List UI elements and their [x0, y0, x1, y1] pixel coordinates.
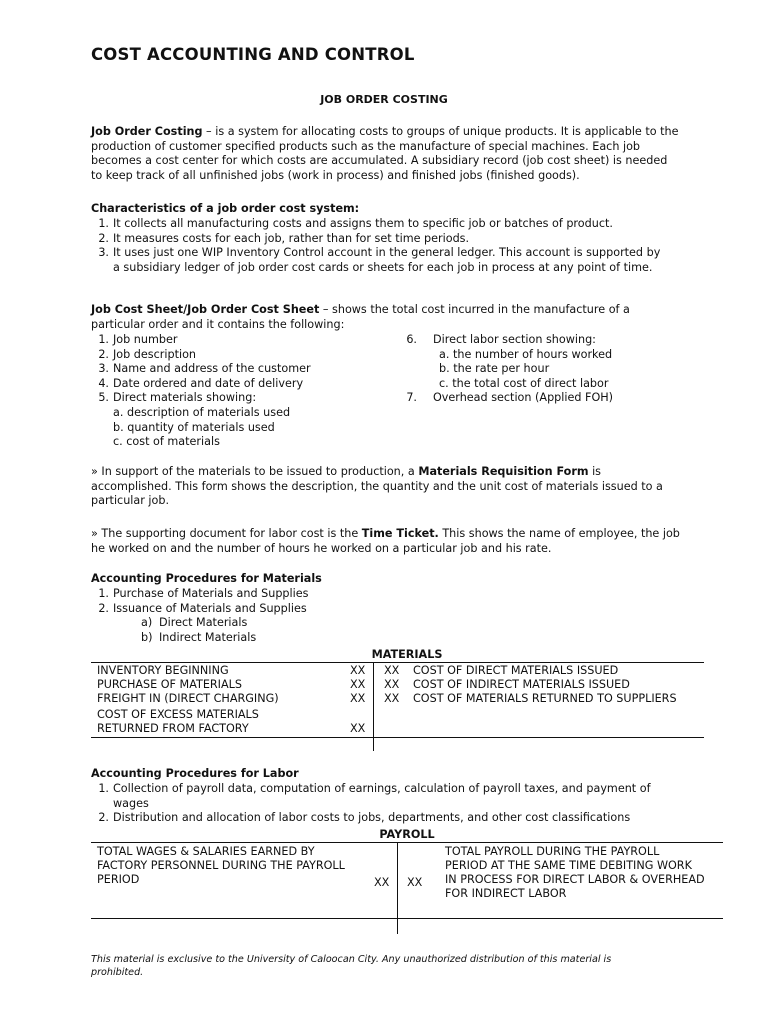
list-text: Direct materials showing:	[113, 391, 257, 405]
list-text: It measures costs for each job, rather than for set time periods.	[113, 231, 470, 245]
debit-entry-text: PERIOD	[97, 873, 140, 886]
list-item	[91, 362, 401, 377]
list-text: Overhead section (Applied FOH)	[433, 391, 614, 405]
materials-account-label: MATERIALS	[371, 648, 443, 661]
proc-materials-heading	[91, 572, 681, 587]
credit-entry-text: FOR INDIRECT LABOR	[445, 887, 567, 900]
list-item	[91, 587, 651, 602]
page-title: COST ACCOUNTING AND CONTROL	[91, 45, 415, 64]
sub-item: b. the rate per hour	[439, 362, 550, 376]
list-number: 6.	[406, 333, 417, 346]
sub-item: a. the number of hours worked	[439, 347, 613, 361]
characteristics-heading	[91, 202, 681, 217]
list-item	[91, 232, 681, 247]
materials-requisition-note	[91, 465, 681, 509]
list-text: Direct Materials	[159, 616, 248, 630]
job-cost-sheet-term: Job Cost Sheet/Job Order Cost Sheet	[91, 303, 320, 316]
characteristics-heading-text: Characteristics of a job order cost system:	[91, 202, 360, 215]
list-item	[91, 602, 651, 617]
job-cost-sheet-paragraph	[91, 303, 681, 332]
list-item	[91, 217, 681, 232]
note-text: » The supporting document for labor cost is the	[91, 527, 362, 540]
list-text: Job description	[113, 347, 197, 361]
list-item	[91, 333, 401, 348]
job-cost-sheet-list-right	[393, 333, 693, 406]
proc-materials-heading-text: Accounting Procedures for Materials	[91, 572, 322, 585]
note-text: This shows the name of employee, the job he worked on and the number of hours he worked on a particular job and his rate.	[91, 527, 680, 555]
debit-entry-text: COST OF EXCESS MATERIALS	[97, 708, 259, 721]
list-number: 3.	[98, 362, 109, 376]
t-account-top-rule	[91, 662, 704, 663]
list-text: Job number	[113, 333, 178, 346]
list-number: 7.	[406, 391, 417, 405]
sub-list-item	[91, 631, 651, 646]
note-term: Materials Requisition Form	[418, 465, 589, 478]
list-text: Direct labor section showing:	[433, 333, 596, 346]
credit-entry-text: PERIOD AT THE SAME TIME DEBITING WORK	[445, 859, 692, 872]
list-text: Date ordered and date of delivery	[113, 376, 304, 390]
sub-item: c. the total cost of direct labor	[439, 376, 609, 390]
list-text: Distribution and allocation of labor costs to jobs, departments, and other cost classifications	[113, 811, 631, 825]
list-text: Purchase of Materials and Supplies	[113, 587, 309, 600]
characteristics-list	[91, 217, 681, 275]
list-item	[393, 333, 693, 348]
note-text: is accomplished. This form shows the description, the quantity and the unit cost of materials issued to a particular job.	[91, 465, 663, 508]
t-account-top-rule	[91, 842, 723, 843]
credit-entry-amount: XX	[407, 876, 423, 889]
list-number: 2.	[98, 231, 109, 245]
credit-entry-text: TOTAL PAYROLL DURING THE PAYROLL	[445, 845, 660, 858]
debit-entry-text: RETURNED FROM FACTORY	[97, 722, 249, 735]
list-text: Collection of payroll data, computation of earnings, calculation of payroll taxes, and payment of wages	[113, 782, 651, 810]
list-number: 2.	[98, 811, 109, 825]
credit-entry-amount: XX	[384, 678, 400, 691]
list-text: Indirect Materials	[159, 630, 257, 644]
list-item	[91, 811, 693, 826]
proc-labor-heading	[91, 767, 681, 782]
note-term: Time Ticket.	[361, 527, 439, 540]
list-number: 3.	[98, 246, 109, 260]
credit-entry-amount: XX	[384, 692, 400, 705]
credit-entry-text: COST OF INDIRECT MATERIALS ISSUED	[413, 678, 630, 691]
list-item	[91, 377, 401, 392]
debit-entry-text: FREIGHT IN (DIRECT CHARGING)	[97, 692, 279, 705]
credit-entry-text: COST OF DIRECT MATERIALS ISSUED	[413, 664, 619, 677]
section-title: JOB ORDER COSTING	[320, 93, 448, 106]
list-text: It collects all manufacturing costs and assigns them to specific job or batches of product.	[113, 217, 613, 230]
sub-list-item	[91, 616, 651, 631]
sub-item: a. description of materials used	[113, 405, 291, 419]
list-number: 1.	[98, 782, 109, 795]
list-text: It uses just one WIP Inventory Control account in the general ledger. This account is supported by a subsidiary ledger of job order cost cards or sheets for each job in process at any point of time.	[113, 246, 661, 274]
sub-item: c. cost of materials	[113, 435, 220, 449]
list-item	[91, 246, 663, 275]
list-number: 1.	[98, 217, 109, 230]
debit-entry-amount: XX	[350, 678, 366, 691]
credit-entry-text: IN PROCESS FOR DIRECT LABOR & OVERHEAD	[445, 873, 705, 886]
debit-entry-amount: XX	[350, 664, 366, 677]
note-text: » In support of the materials to be issued to production, a	[91, 465, 419, 478]
t-account-divider	[397, 842, 398, 934]
intro-term: Job Order Costing	[91, 125, 203, 138]
time-ticket-note	[91, 527, 681, 556]
job-cost-sheet-text: – shows the total cost incurred in the manufacture of a particular order and it contains the following:	[91, 303, 630, 331]
job-cost-sheet-list-left	[91, 333, 401, 450]
credit-entry-amount: XX	[384, 664, 400, 677]
debit-entry-text: INVENTORY BEGINNING	[97, 664, 229, 677]
proc-materials-list	[91, 587, 651, 645]
payroll-account-label: PAYROLL	[379, 828, 435, 841]
list-number: 2.	[98, 601, 109, 615]
list-number: 5.	[98, 391, 109, 405]
list-number: 4.	[98, 376, 109, 390]
credit-entry-text: COST OF MATERIALS RETURNED TO SUPPLIERS	[413, 692, 677, 705]
footer-disclaimer: This material is exclusive to the University of Caloocan City. Any unauthorized distribution of this material is prohibited.	[91, 954, 612, 978]
intro-paragraph	[91, 125, 681, 183]
debit-entry-amount: XX	[350, 722, 366, 735]
debit-entry-amount: XX	[350, 692, 366, 705]
debit-entry-text: FACTORY PERSONNEL DURING THE PAYROLL	[97, 859, 345, 872]
list-item	[91, 348, 401, 363]
list-item	[91, 391, 401, 406]
debit-entry-amount: XX	[374, 876, 390, 889]
debit-entry-text: TOTAL WAGES & SALARIES EARNED BY	[97, 845, 315, 858]
proc-labor-list	[91, 782, 681, 826]
list-text: Issuance of Materials and Supplies	[113, 601, 307, 615]
intro-text: – is a system for allocating costs to groups of unique products. It is applicable to the production of customer specified products such as the manufacture of special machines. Each job becomes a cost center for which costs are accumulated. A subsidiary record (job cost sheet) is needed to keep track of all unfinished jobs (work in process) and finished jobs (finished goods).	[91, 125, 679, 182]
list-text: Name and address of the customer	[113, 362, 311, 376]
t-account-bottom-rule	[91, 737, 704, 738]
debit-entry-text: PURCHASE OF MATERIALS	[97, 678, 242, 691]
list-number: a)	[141, 616, 153, 630]
list-item	[91, 782, 673, 811]
list-item	[393, 391, 693, 406]
t-account-bottom-rule	[91, 918, 723, 919]
list-number: 2.	[98, 347, 109, 361]
sub-item: b. quantity of materials used	[113, 420, 275, 434]
list-number: b)	[141, 630, 153, 644]
list-number: 1.	[98, 333, 109, 346]
list-number: 1.	[98, 587, 109, 600]
proc-labor-heading-text: Accounting Procedures for Labor	[91, 767, 299, 780]
